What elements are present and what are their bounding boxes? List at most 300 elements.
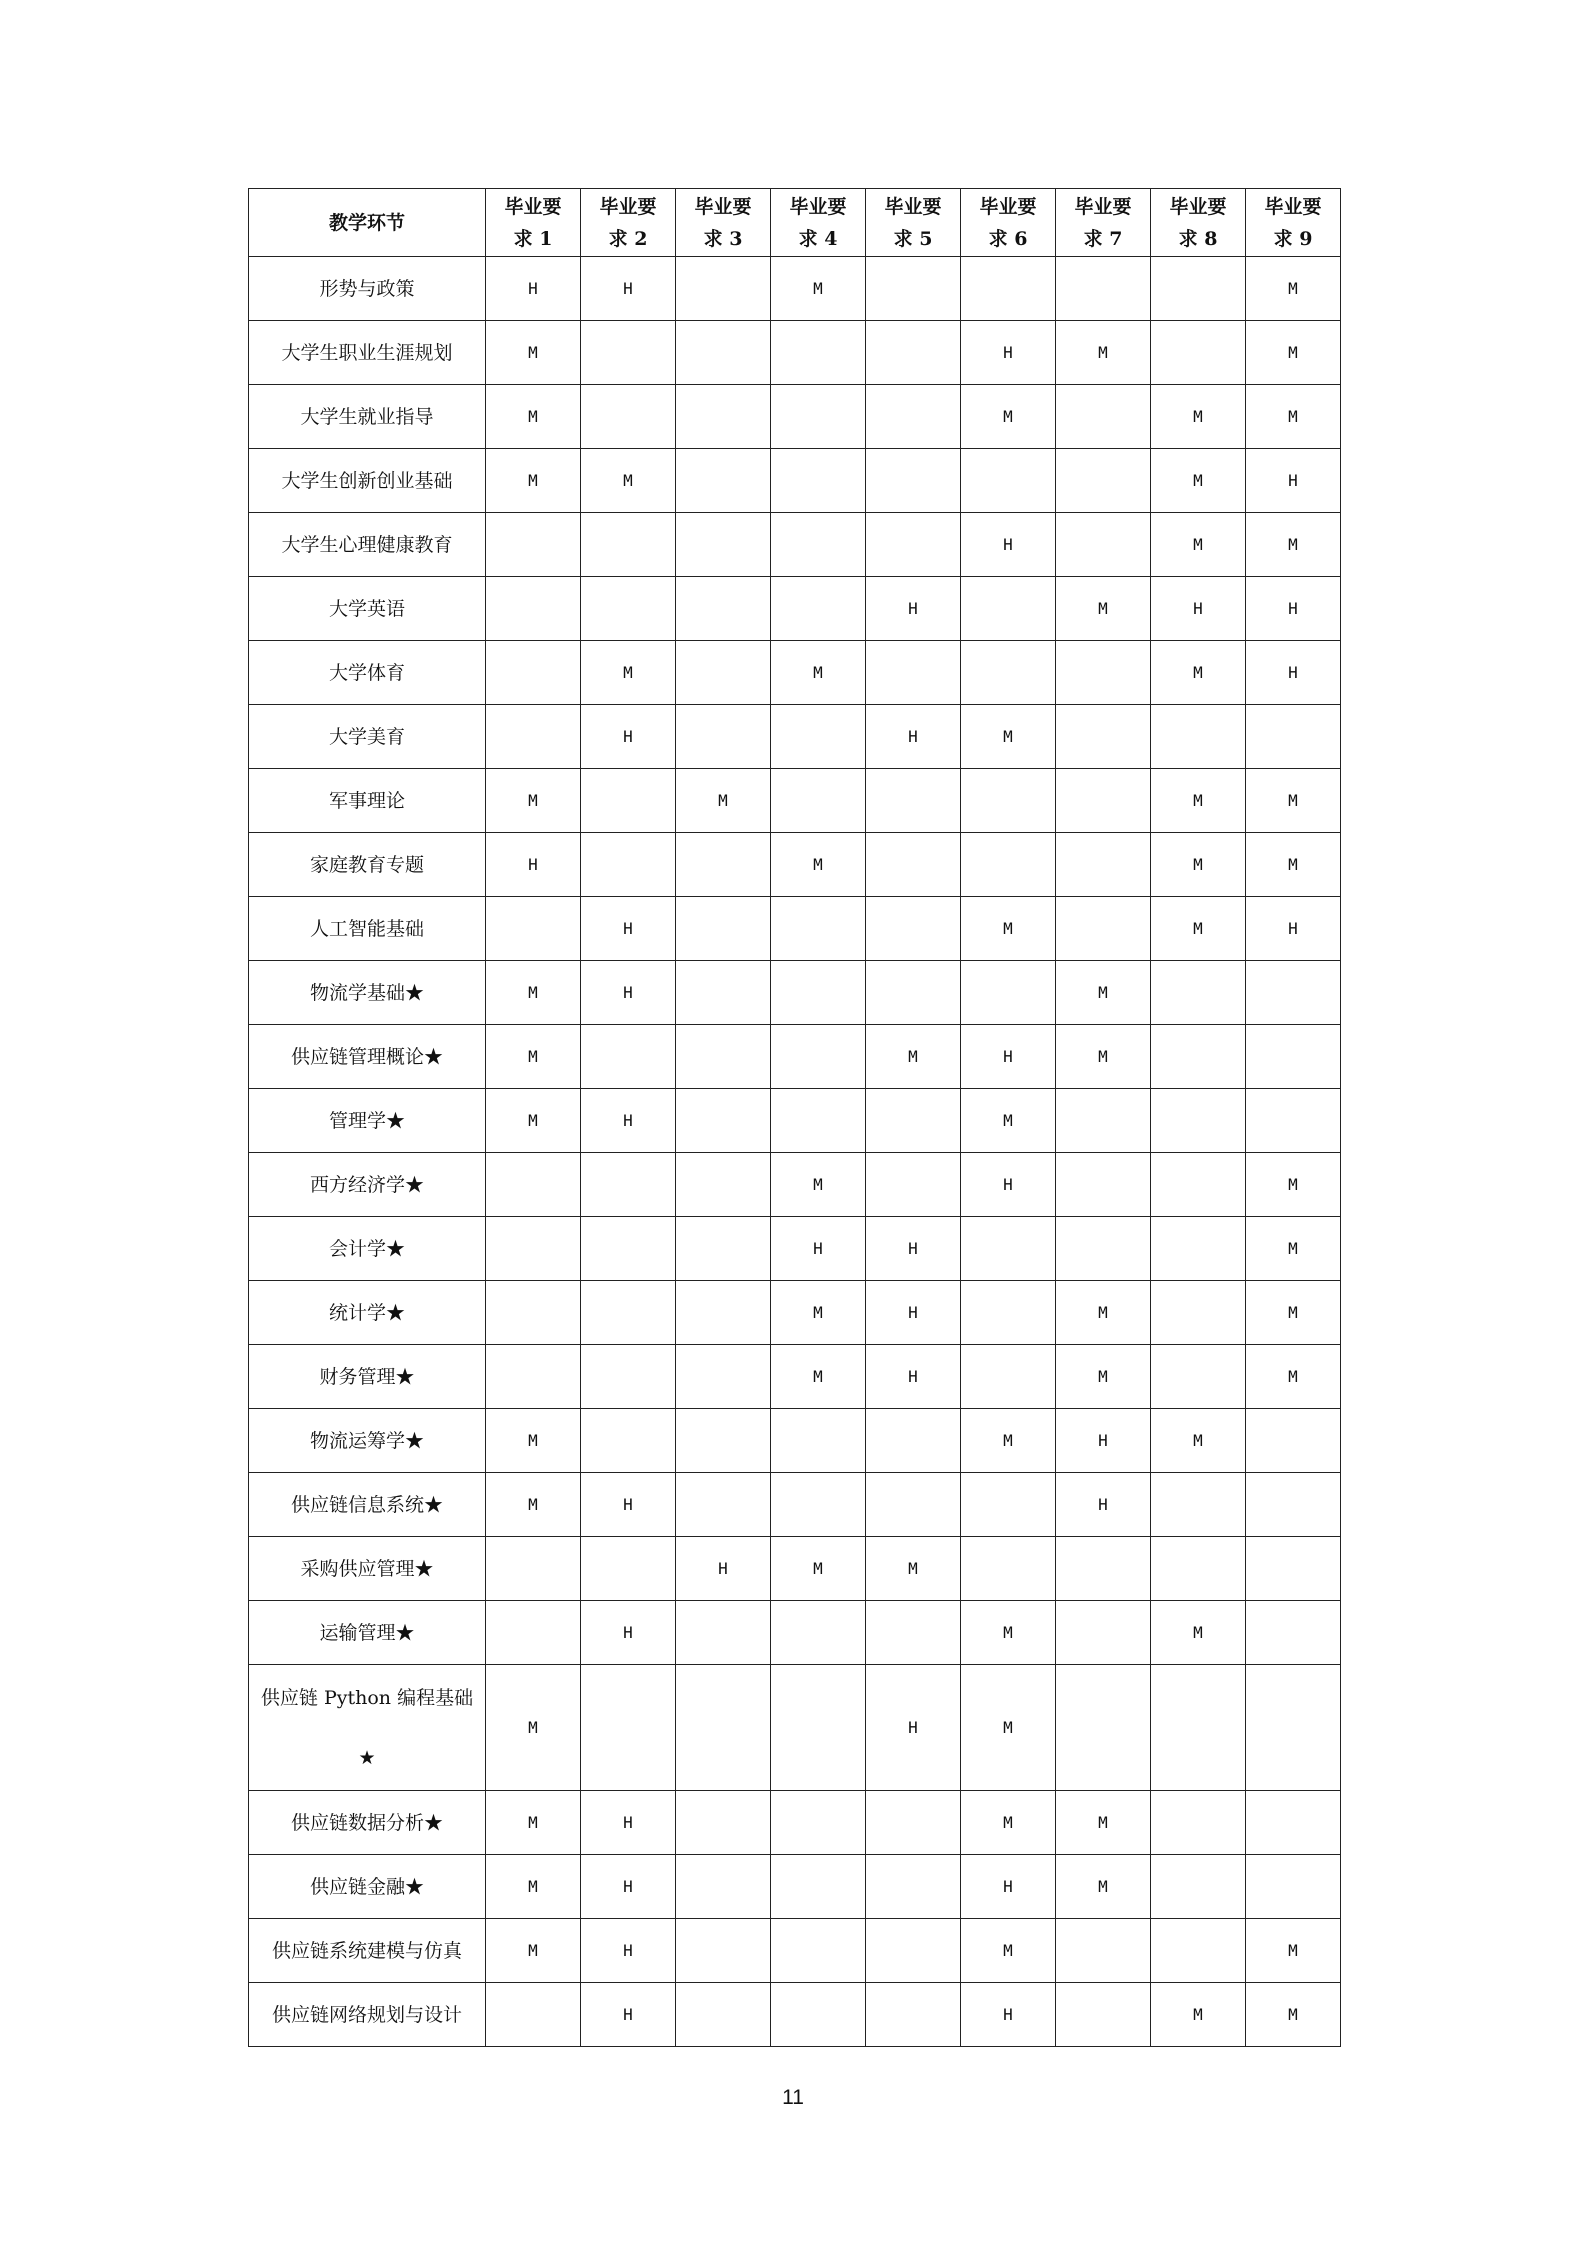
- table-row: [249, 449, 1341, 513]
- support-level-cell: [1056, 705, 1151, 769]
- course-name: 形势与政策: [249, 257, 486, 321]
- support-level-cell: H: [581, 1919, 676, 1983]
- support-level-cell: M: [486, 961, 581, 1025]
- support-level-cell: M: [581, 641, 676, 705]
- course-name: 大学生创新创业基础: [249, 449, 486, 513]
- course-name: 军事理论: [249, 769, 486, 833]
- support-level-cell: [866, 769, 961, 833]
- support-level-cell: [866, 961, 961, 1025]
- support-level-cell: [676, 1665, 771, 1791]
- support-level-cell: [581, 1345, 676, 1409]
- header-line: 求 3: [703, 227, 743, 250]
- header-line: 毕业要: [599, 195, 657, 218]
- table-row: [249, 1473, 1341, 1537]
- table-row: [249, 641, 1341, 705]
- table-row: [249, 1217, 1341, 1281]
- header-teaching-segment: 教学环节: [249, 189, 486, 257]
- support-level-cell: M: [1056, 1025, 1151, 1089]
- support-level-cell: H: [866, 1217, 961, 1281]
- support-level-cell: [1246, 1601, 1341, 1665]
- support-level-cell: [961, 1281, 1056, 1345]
- header-line: 毕业要: [884, 195, 942, 218]
- support-level-cell: H: [866, 1281, 961, 1345]
- support-level-cell: M: [486, 1665, 581, 1791]
- course-name: 家庭教育专题: [249, 833, 486, 897]
- support-level-cell: [676, 961, 771, 1025]
- header-requirement-8: [1151, 189, 1246, 257]
- support-level-cell: [1056, 1919, 1151, 1983]
- support-level-cell: [1151, 1537, 1246, 1601]
- support-level-cell: M: [961, 1919, 1056, 1983]
- support-level-cell: M: [486, 769, 581, 833]
- support-level-cell: M: [1056, 961, 1151, 1025]
- course-name: 供应链网络规划与设计: [249, 1983, 486, 2047]
- support-level-cell: [581, 1537, 676, 1601]
- support-level-cell: H: [961, 1855, 1056, 1919]
- table-row: [249, 1153, 1341, 1217]
- support-level-cell: [1151, 705, 1246, 769]
- support-level-cell: H: [581, 1473, 676, 1537]
- table-row: [249, 705, 1341, 769]
- support-level-cell: H: [1246, 577, 1341, 641]
- table-row: [249, 833, 1341, 897]
- support-level-cell: [961, 1537, 1056, 1601]
- support-level-cell: [486, 1601, 581, 1665]
- course-name: 供应链信息系统★: [249, 1473, 486, 1537]
- support-level-cell: [1246, 961, 1341, 1025]
- header-line: 毕业要: [1264, 195, 1322, 218]
- support-level-cell: [961, 961, 1056, 1025]
- course-name: 大学生职业生涯规划: [249, 321, 486, 385]
- support-level-cell: M: [961, 1791, 1056, 1855]
- support-level-cell: H: [1056, 1473, 1151, 1537]
- course-name: 大学美育: [249, 705, 486, 769]
- support-level-cell: [771, 769, 866, 833]
- support-level-cell: M: [961, 385, 1056, 449]
- support-level-cell: M: [1246, 1153, 1341, 1217]
- support-level-cell: [866, 449, 961, 513]
- course-name: 供应链数据分析★: [249, 1791, 486, 1855]
- support-level-cell: [1246, 1855, 1341, 1919]
- support-level-cell: [1151, 1855, 1246, 1919]
- support-level-cell: [1246, 1791, 1341, 1855]
- course-name-line: 供应链 Python 编程基础: [260, 1686, 474, 1709]
- support-level-cell: [486, 1983, 581, 2047]
- support-level-cell: [581, 1409, 676, 1473]
- support-level-cell: M: [771, 833, 866, 897]
- support-level-cell: M: [486, 1855, 581, 1919]
- support-level-cell: M: [961, 1409, 1056, 1473]
- support-level-cell: [676, 449, 771, 513]
- support-level-cell: [961, 577, 1056, 641]
- support-level-cell: [771, 961, 866, 1025]
- support-level-cell: [1151, 1791, 1246, 1855]
- support-level-cell: [676, 897, 771, 961]
- support-level-cell: [1151, 257, 1246, 321]
- support-level-cell: [1151, 1089, 1246, 1153]
- support-level-cell: [1056, 1153, 1151, 1217]
- support-level-cell: M: [771, 1153, 866, 1217]
- support-level-cell: [1151, 1025, 1246, 1089]
- support-level-cell: [676, 321, 771, 385]
- support-level-cell: [486, 1153, 581, 1217]
- support-level-cell: M: [961, 1089, 1056, 1153]
- support-level-cell: H: [866, 577, 961, 641]
- support-level-cell: [676, 1281, 771, 1345]
- table-row: [249, 961, 1341, 1025]
- support-level-cell: H: [1056, 1409, 1151, 1473]
- support-level-cell: [1151, 1281, 1246, 1345]
- support-level-cell: M: [961, 897, 1056, 961]
- support-level-cell: [486, 641, 581, 705]
- table-header: [249, 189, 1341, 257]
- support-level-cell: M: [1056, 1855, 1151, 1919]
- support-level-cell: [771, 1665, 866, 1791]
- support-level-cell: [771, 1601, 866, 1665]
- support-level-cell: [676, 1601, 771, 1665]
- support-level-cell: H: [581, 1983, 676, 2047]
- header-requirement-2: [581, 189, 676, 257]
- course-requirement-matrix: [248, 188, 1341, 2047]
- support-level-cell: [486, 1537, 581, 1601]
- support-level-cell: [1151, 1919, 1246, 1983]
- support-level-cell: M: [1246, 385, 1341, 449]
- support-level-cell: [581, 1025, 676, 1089]
- support-level-cell: [1056, 769, 1151, 833]
- support-level-cell: [676, 385, 771, 449]
- support-level-cell: M: [1246, 1217, 1341, 1281]
- support-level-cell: [771, 897, 866, 961]
- support-level-cell: [1246, 1473, 1341, 1537]
- support-level-cell: [676, 513, 771, 577]
- support-level-cell: [1151, 961, 1246, 1025]
- support-level-cell: [771, 1983, 866, 2047]
- support-level-cell: [676, 1089, 771, 1153]
- support-level-cell: [1246, 1537, 1341, 1601]
- support-level-cell: [866, 257, 961, 321]
- support-level-cell: [961, 449, 1056, 513]
- course-name: 供应链系统建模与仿真: [249, 1919, 486, 1983]
- support-level-cell: M: [486, 1025, 581, 1089]
- support-level-cell: H: [581, 1855, 676, 1919]
- support-level-cell: [1056, 385, 1151, 449]
- support-level-cell: H: [581, 961, 676, 1025]
- table-row: [249, 1791, 1341, 1855]
- course-name: 运输管理★: [249, 1601, 486, 1665]
- support-level-cell: [866, 833, 961, 897]
- support-level-cell: H: [961, 321, 1056, 385]
- support-level-cell: [1246, 1409, 1341, 1473]
- course-name: 统计学★: [249, 1281, 486, 1345]
- header-requirement-1: [486, 189, 581, 257]
- support-level-cell: M: [581, 449, 676, 513]
- support-level-cell: [486, 1281, 581, 1345]
- support-level-cell: [1151, 1345, 1246, 1409]
- support-level-cell: [1056, 1089, 1151, 1153]
- support-level-cell: M: [1246, 769, 1341, 833]
- support-level-cell: [581, 1153, 676, 1217]
- table-row: [249, 1025, 1341, 1089]
- page-number: 11: [782, 2086, 804, 2109]
- support-level-cell: [1151, 1217, 1246, 1281]
- header-requirement-3: [676, 189, 771, 257]
- support-level-cell: [771, 1409, 866, 1473]
- header-line: 毕业要: [1074, 195, 1132, 218]
- support-level-cell: H: [581, 1601, 676, 1665]
- support-level-cell: M: [486, 1409, 581, 1473]
- support-level-cell: M: [1246, 321, 1341, 385]
- table-row: [249, 1855, 1341, 1919]
- support-level-cell: [771, 1473, 866, 1537]
- support-level-cell: M: [1056, 1791, 1151, 1855]
- header-line: 求 8: [1178, 227, 1218, 250]
- support-level-cell: M: [486, 1473, 581, 1537]
- support-level-cell: M: [486, 1919, 581, 1983]
- table-row: [249, 1409, 1341, 1473]
- support-level-cell: H: [866, 1345, 961, 1409]
- header-requirement-7: [1056, 189, 1151, 257]
- support-level-cell: [866, 385, 961, 449]
- support-level-cell: [961, 1345, 1056, 1409]
- support-level-cell: M: [1151, 449, 1246, 513]
- table-row: [249, 513, 1341, 577]
- support-level-cell: [961, 641, 1056, 705]
- support-level-cell: M: [1056, 321, 1151, 385]
- support-level-cell: [486, 897, 581, 961]
- support-level-cell: M: [961, 1601, 1056, 1665]
- table-row: [249, 1345, 1341, 1409]
- header-line: 毕业要: [694, 195, 752, 218]
- support-level-cell: M: [1246, 257, 1341, 321]
- support-level-cell: [676, 1025, 771, 1089]
- table-row: [249, 897, 1341, 961]
- table-row: [249, 1665, 1341, 1791]
- support-level-cell: M: [771, 1345, 866, 1409]
- course-name-line: ★: [358, 1746, 376, 1769]
- support-level-cell: M: [1151, 385, 1246, 449]
- support-level-cell: M: [866, 1025, 961, 1089]
- header-requirement-9: [1246, 189, 1341, 257]
- support-level-cell: M: [486, 385, 581, 449]
- support-level-cell: M: [1056, 1345, 1151, 1409]
- table-row: [249, 577, 1341, 641]
- support-level-cell: [486, 705, 581, 769]
- header-line: 求 5: [893, 227, 933, 250]
- support-level-cell: [1056, 1983, 1151, 2047]
- support-level-cell: [1246, 1025, 1341, 1089]
- support-level-cell: [676, 1409, 771, 1473]
- support-level-cell: H: [961, 1983, 1056, 2047]
- support-level-cell: [676, 1791, 771, 1855]
- support-level-cell: [1056, 1217, 1151, 1281]
- course-name: 会计学★: [249, 1217, 486, 1281]
- support-level-cell: H: [581, 705, 676, 769]
- support-level-cell: H: [486, 257, 581, 321]
- support-level-cell: [1056, 641, 1151, 705]
- table-row: [249, 1281, 1341, 1345]
- course-name: 供应链金融★: [249, 1855, 486, 1919]
- header-line: 毕业要: [1169, 195, 1227, 218]
- support-level-cell: [581, 1281, 676, 1345]
- header-line: 求 1: [513, 227, 553, 250]
- header-line: 毕业要: [789, 195, 847, 218]
- support-level-cell: [676, 1217, 771, 1281]
- support-level-cell: [676, 577, 771, 641]
- table-row: [249, 1919, 1341, 1983]
- support-level-cell: H: [961, 513, 1056, 577]
- support-level-cell: [771, 449, 866, 513]
- course-name: 采购供应管理★: [249, 1537, 486, 1601]
- support-level-cell: [1056, 1601, 1151, 1665]
- table-row: [249, 257, 1341, 321]
- support-level-cell: [866, 1983, 961, 2047]
- support-level-cell: [771, 1025, 866, 1089]
- support-level-cell: M: [1151, 769, 1246, 833]
- support-level-cell: [676, 1983, 771, 2047]
- support-level-cell: [581, 577, 676, 641]
- course-name: [249, 1665, 486, 1791]
- header-line: 求 4: [798, 227, 838, 250]
- support-level-cell: M: [1246, 513, 1341, 577]
- support-level-cell: [676, 257, 771, 321]
- support-level-cell: [771, 1089, 866, 1153]
- course-name: 大学生就业指导: [249, 385, 486, 449]
- table-row: [249, 1601, 1341, 1665]
- table-row: [249, 1537, 1341, 1601]
- support-level-cell: [1246, 1665, 1341, 1791]
- support-level-cell: M: [771, 1537, 866, 1601]
- support-level-cell: M: [1151, 641, 1246, 705]
- support-level-cell: [866, 1791, 961, 1855]
- support-level-cell: [866, 321, 961, 385]
- header-line: 求 9: [1273, 227, 1313, 250]
- support-level-cell: M: [1246, 1281, 1341, 1345]
- support-level-cell: [486, 1217, 581, 1281]
- support-level-cell: M: [486, 321, 581, 385]
- support-level-cell: M: [1151, 833, 1246, 897]
- support-level-cell: [581, 385, 676, 449]
- support-level-cell: H: [961, 1025, 1056, 1089]
- support-level-cell: H: [961, 1153, 1056, 1217]
- support-level-cell: M: [1246, 833, 1341, 897]
- support-level-cell: M: [771, 257, 866, 321]
- table-row: [249, 769, 1341, 833]
- support-level-cell: M: [1056, 1281, 1151, 1345]
- support-level-cell: [581, 1217, 676, 1281]
- support-level-cell: [961, 257, 1056, 321]
- support-level-cell: [581, 513, 676, 577]
- support-level-cell: [1151, 1665, 1246, 1791]
- header-requirement-4: [771, 189, 866, 257]
- support-level-cell: [676, 1855, 771, 1919]
- support-level-cell: H: [866, 705, 961, 769]
- support-level-cell: [771, 1855, 866, 1919]
- support-level-cell: [581, 833, 676, 897]
- support-level-cell: [771, 513, 866, 577]
- support-level-cell: M: [1151, 513, 1246, 577]
- support-level-cell: H: [1246, 897, 1341, 961]
- support-level-cell: M: [486, 1791, 581, 1855]
- support-level-cell: H: [866, 1665, 961, 1791]
- support-level-cell: [486, 1345, 581, 1409]
- support-level-cell: H: [676, 1537, 771, 1601]
- course-name: 财务管理★: [249, 1345, 486, 1409]
- support-level-cell: M: [771, 641, 866, 705]
- support-level-cell: M: [961, 705, 1056, 769]
- support-level-cell: [771, 705, 866, 769]
- course-name: 西方经济学★: [249, 1153, 486, 1217]
- header-line: 毕业要: [504, 195, 562, 218]
- support-level-cell: M: [1151, 1601, 1246, 1665]
- support-level-cell: [581, 321, 676, 385]
- support-level-cell: [1246, 1089, 1341, 1153]
- support-level-cell: H: [1246, 449, 1341, 513]
- support-level-cell: [1151, 1153, 1246, 1217]
- support-level-cell: [1151, 1473, 1246, 1537]
- support-level-cell: [1056, 449, 1151, 513]
- support-level-cell: [1056, 1537, 1151, 1601]
- support-level-cell: [866, 1409, 961, 1473]
- course-name: 人工智能基础: [249, 897, 486, 961]
- course-name: 大学英语: [249, 577, 486, 641]
- support-level-cell: M: [1151, 1983, 1246, 2047]
- support-level-cell: [581, 1665, 676, 1791]
- support-level-cell: [581, 769, 676, 833]
- support-level-cell: [961, 1473, 1056, 1537]
- support-level-cell: M: [866, 1537, 961, 1601]
- support-level-cell: H: [1151, 577, 1246, 641]
- support-level-cell: M: [676, 769, 771, 833]
- support-level-cell: [1056, 1665, 1151, 1791]
- course-name: 物流学基础★: [249, 961, 486, 1025]
- support-level-cell: M: [771, 1281, 866, 1345]
- support-level-cell: [1056, 833, 1151, 897]
- table-row: [249, 1983, 1341, 2047]
- support-level-cell: [866, 641, 961, 705]
- support-level-cell: M: [1246, 1983, 1341, 2047]
- support-level-cell: M: [486, 449, 581, 513]
- support-level-cell: [771, 385, 866, 449]
- support-level-cell: [771, 1919, 866, 1983]
- support-level-cell: [676, 833, 771, 897]
- support-level-cell: [676, 1473, 771, 1537]
- support-level-cell: [866, 1601, 961, 1665]
- support-level-cell: [676, 1153, 771, 1217]
- support-level-cell: [866, 1919, 961, 1983]
- support-level-cell: H: [486, 833, 581, 897]
- header-line: 毕业要: [979, 195, 1037, 218]
- support-level-cell: H: [581, 1791, 676, 1855]
- support-level-cell: [676, 1345, 771, 1409]
- support-level-cell: [866, 1855, 961, 1919]
- course-name: 管理学★: [249, 1089, 486, 1153]
- support-level-cell: [676, 1919, 771, 1983]
- header-requirement-6: [961, 189, 1056, 257]
- support-level-cell: [866, 897, 961, 961]
- course-name: 物流运筹学★: [249, 1409, 486, 1473]
- support-level-cell: [1056, 513, 1151, 577]
- support-level-cell: H: [581, 1089, 676, 1153]
- support-level-cell: [1246, 705, 1341, 769]
- support-level-cell: [486, 513, 581, 577]
- course-name: 大学体育: [249, 641, 486, 705]
- header-line: 求 6: [988, 227, 1028, 250]
- support-level-cell: [866, 1153, 961, 1217]
- support-level-cell: [866, 513, 961, 577]
- support-level-cell: [866, 1473, 961, 1537]
- support-level-cell: H: [581, 257, 676, 321]
- support-level-cell: M: [961, 1665, 1056, 1791]
